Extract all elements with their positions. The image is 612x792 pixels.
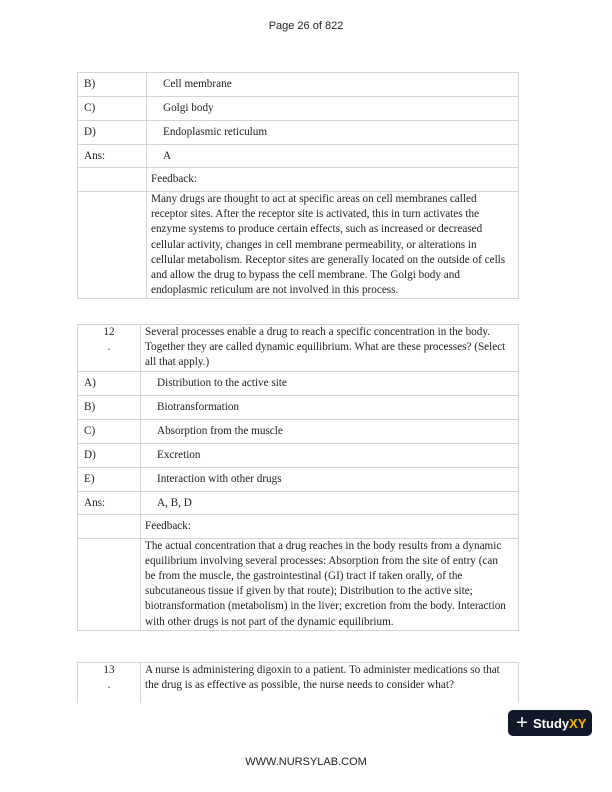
option-text: Cell membrane (147, 73, 519, 97)
question-number-value: 13 (103, 664, 115, 676)
site-footer[interactable]: WWW.NURSYLAB.COM (245, 756, 367, 768)
option-row[interactable] (78, 371, 519, 395)
option-letter: C) (78, 97, 147, 121)
option-text: Endoplasmic reticulum (147, 121, 519, 145)
question-12-table (77, 324, 519, 631)
option-letter: D) (78, 443, 141, 467)
option-letter: B) (78, 395, 141, 419)
question-13-table (77, 662, 519, 703)
option-text: Golgi body (147, 97, 519, 121)
feedback-text: Many drugs are thought to act at specific areas on cell membranes called receptor sites. After the receptor site is activated, this in turn activates the enzyme systems to produce certain effects, such as increased or decreased cellular activity, changes in cell membrane permeability, or alterations in cellular metabolism. Receptor sites are generally located on the outside of cells and allow the drug to bypass the cell membrane. The Golgi body and endoplasmic reticulum are not involved in this process. (147, 192, 519, 299)
option-row[interactable] (78, 467, 519, 491)
option-text: Absorption from the muscle (141, 419, 519, 443)
answer-label: Ans: (78, 145, 147, 168)
question-row (78, 325, 519, 372)
answer-value: A (147, 145, 519, 168)
question-text: A nurse is administering digoxin to a patient. To administer medications so that the drug is as effective as possible, the nurse needs to consider what? (141, 663, 519, 704)
option-text: Excretion (141, 443, 519, 467)
question-row (78, 663, 519, 704)
page-number: Page 26 of 822 (268, 20, 344, 32)
feedback-label-row (78, 168, 519, 192)
option-row[interactable] (78, 443, 519, 467)
option-text: Interaction with other drugs (141, 467, 519, 491)
feedback-label: Feedback: (147, 168, 519, 192)
option-row[interactable] (78, 419, 519, 443)
feedback-text: The actual concentration that a drug reaches in the body results from a dynamic equilibrium involving several processes: Absorption from the site of entry (can be from the muscle, the gastrointestinal (GI) tract if taken orally, of the subcutaneous tissue if given by that route); Distribution to the active site; biotransformation (metabolism) in the liver; excretion from the body. Interaction with other drugs is not part of the dynamic equilibrium. (141, 538, 519, 630)
answer-row (78, 491, 519, 514)
option-letter: B) (78, 73, 147, 97)
question-number (78, 663, 141, 704)
feedback-label: Feedback: (141, 514, 519, 538)
brand-name: StudyXY (533, 715, 587, 731)
option-row[interactable] (78, 121, 519, 145)
option-letter: E) (78, 467, 141, 491)
option-row[interactable] (78, 395, 519, 419)
question-text: Several processes enable a drug to reach a specific concentration in the body. Together they are called dynamic equilibrium. What are these processes? (Select all that apply.) (141, 325, 519, 372)
answer-value: A, B, D (141, 491, 519, 514)
feedback-text-row (78, 538, 519, 630)
answer-row (78, 145, 519, 168)
studyxy-badge[interactable] (508, 710, 592, 736)
question-11-table (77, 72, 519, 299)
option-letter: D) (78, 121, 147, 145)
question-number (78, 325, 141, 372)
feedback-label-row (78, 514, 519, 538)
feedback-text-row (78, 192, 519, 299)
question-number-dot: . (107, 679, 111, 692)
answer-label: Ans: (78, 491, 141, 514)
option-row[interactable] (78, 73, 519, 97)
option-letter: C) (78, 419, 141, 443)
option-row[interactable] (78, 97, 519, 121)
plus-icon: + (516, 712, 528, 734)
option-text: Biotransformation (141, 395, 519, 419)
option-letter: A) (78, 371, 141, 395)
question-number-dot: . (107, 341, 111, 354)
option-text: Distribution to the active site (141, 371, 519, 395)
question-number-value: 12 (103, 326, 115, 338)
